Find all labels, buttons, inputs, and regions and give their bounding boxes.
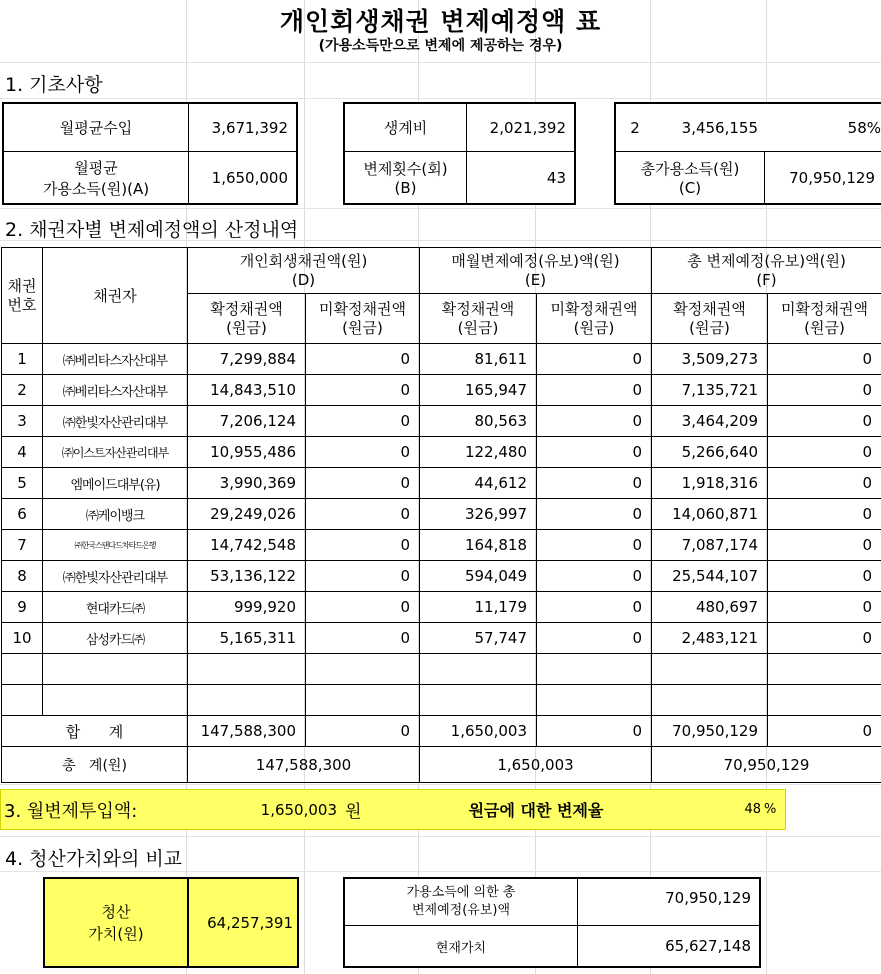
row-d2: 0 [306, 468, 420, 499]
row-f2: 0 [768, 468, 881, 499]
total-disposable-value: 70,950,129 [764, 151, 881, 203]
table-row [2, 592, 881, 623]
row-e1: 594,049 [420, 561, 537, 592]
header-line2: (원금) [457, 318, 499, 337]
row-no: 5 [2, 468, 43, 499]
repay-count-label [345, 151, 466, 203]
row-d2: 0 [306, 623, 420, 654]
aux-percent: 58% [847, 118, 881, 137]
table-row [2, 623, 881, 654]
table-row [2, 375, 881, 406]
row-f1: 3,509,273 [652, 344, 768, 375]
row-e2: 0 [537, 406, 652, 437]
living-cost-value: 2,021,392 [466, 104, 574, 151]
header-line1: 확정채권액 [673, 299, 746, 318]
row-creditor: 엠메이드대부(유) [43, 468, 188, 499]
row-d2: 0 [306, 561, 420, 592]
row-e1: 11,179 [420, 592, 537, 623]
row-f1: 7,087,174 [652, 530, 768, 561]
header-line1: 미확정채권액 [781, 299, 868, 318]
row-no: 3 [2, 406, 43, 437]
d-unconfirmed-header [306, 294, 420, 344]
liquidation-value: 64,257,391 [187, 879, 297, 966]
header-line1: 미확정채권액 [550, 299, 638, 318]
row-f1: 1,918,316 [652, 468, 768, 499]
monthly-income-label: 월평균수입 [59, 119, 133, 137]
repay-count-label-line2: (B) [394, 179, 417, 197]
row-no: 4 [2, 437, 43, 468]
header-line2: (원금) [689, 318, 730, 337]
row-no: 10 [2, 623, 43, 654]
monthly-payment-band [0, 789, 786, 830]
row-creditor: ㈜베리타스자산대부 [43, 344, 188, 375]
aux-value: 3,456,155 [681, 118, 758, 137]
total-row [2, 747, 881, 783]
sum-f1: 70,950,129 [652, 716, 768, 747]
section4-heading: 4. 청산가치와의 비교 [5, 848, 183, 870]
e-confirmed-header [420, 294, 537, 344]
sum-f2: 0 [768, 716, 881, 747]
row-creditor: ㈜이스트자산관리대부 [43, 437, 188, 468]
row-f1: 5,266,640 [652, 437, 768, 468]
aux-index: 2 [630, 118, 640, 137]
table-row [2, 437, 881, 468]
row-f2: 0 [768, 592, 881, 623]
present-value-label: 현재가치 [345, 925, 577, 966]
table-row [2, 406, 881, 437]
row-f2: 0 [768, 375, 881, 406]
header-line2: (원금) [342, 318, 383, 337]
row-no: 1 [2, 344, 43, 375]
section3-heading: 3. 월변제투입액: [4, 800, 138, 822]
row-e1: 165,947 [420, 375, 537, 406]
col-creditor-header: 채권자 [43, 248, 188, 344]
liq-label-line1: 청산 [101, 902, 131, 921]
monthly-payment-amount: 1,650,003 [260, 800, 337, 819]
row-e2: 0 [537, 344, 652, 375]
sum-d2: 0 [306, 716, 420, 747]
header-line2: (원금) [804, 318, 845, 337]
table-row [2, 344, 881, 375]
row-e1: 122,480 [420, 437, 537, 468]
row-creditor: ㈜한빛자산관리대부 [43, 561, 188, 592]
row-f1: 25,544,107 [652, 561, 768, 592]
group-f-header [652, 248, 881, 294]
row-e2: 0 [537, 468, 652, 499]
group-e-line1: 매월변제예정(유보)액(원) [451, 251, 620, 270]
grid-line [0, 62, 881, 63]
row-e1: 80,563 [420, 406, 537, 437]
row-d1: 7,299,884 [188, 344, 306, 375]
repayment-rate-unit: % [764, 802, 777, 817]
row-e1: 81,611 [420, 344, 537, 375]
row-no: 8 [2, 561, 43, 592]
row-d2: 0 [306, 499, 420, 530]
row-creditor: ㈜케이뱅크 [43, 499, 188, 530]
group-d-line1: 개인회생채권액(원) [239, 251, 368, 270]
row-f1: 3,464,209 [652, 406, 768, 437]
row-no: 9 [2, 592, 43, 623]
total-repay-label-line1: 가용소득에 의한 총 [406, 885, 516, 900]
disposable-label-line2: 가용소득(원)(A) [42, 179, 150, 198]
row-e2: 0 [537, 499, 652, 530]
row-no: 7 [2, 530, 43, 561]
comparison-box [343, 877, 761, 968]
grid-line [0, 871, 881, 872]
total-repay-label-line2: 변제예정(유보)액 [411, 903, 511, 918]
col-no-line1: 채권 [7, 276, 37, 295]
row-e1: 57,747 [420, 623, 537, 654]
page-title: 개인회생채권 변제예정액 표 [279, 7, 602, 36]
total-d: 147,588,300 [188, 747, 420, 783]
table-row [2, 561, 881, 592]
group-f-line1: 총 변제예정(유보)액(원) [687, 251, 846, 270]
row-e2: 0 [537, 592, 652, 623]
creditor-table [1, 247, 881, 783]
grid-line [0, 98, 881, 99]
group-d-header [188, 248, 420, 294]
sum-e1: 1,650,003 [420, 716, 537, 747]
monthly-income-value: 3,671,392 [188, 104, 296, 151]
repayment-rate-value: 48 [744, 802, 761, 817]
disposable-label-line1: 월평균 [74, 158, 118, 177]
section1-heading: 1. 기초사항 [5, 74, 103, 96]
liq-label-line2: 가치(원) [88, 924, 144, 943]
row-f1: 2,483,121 [652, 623, 768, 654]
row-d2: 0 [306, 592, 420, 623]
header-line2: (원금) [226, 318, 267, 337]
col-no-header [2, 248, 43, 344]
total-disposable-label-line1: 총가용소득(원) [640, 160, 740, 178]
row-e2: 0 [537, 561, 652, 592]
row-d1: 7,206,124 [188, 406, 306, 437]
row-no: 2 [2, 375, 43, 406]
row-e2: 0 [537, 375, 652, 406]
row-f2: 0 [768, 623, 881, 654]
row-f2: 0 [768, 406, 881, 437]
row-creditor: ㈜한빛자산관리대부 [43, 406, 188, 437]
f-unconfirmed-header [768, 294, 881, 344]
row-no: 6 [2, 499, 43, 530]
present-value: 65,627,148 [577, 925, 759, 966]
income-box [2, 102, 298, 205]
row-f2: 0 [768, 530, 881, 561]
disposable-income-value: 1,650,000 [188, 151, 296, 203]
row-e2: 0 [537, 437, 652, 468]
total-disposable-label-line2: (C) [678, 179, 702, 197]
liquidation-value-box [43, 877, 299, 968]
row-d1: 5,165,311 [188, 623, 306, 654]
row-e2: 0 [537, 623, 652, 654]
row-f2: 0 [768, 499, 881, 530]
table-row [2, 468, 881, 499]
repayment-rate-label: 원금에 대한 변제율 [468, 801, 604, 820]
header-line1: 미확정채권액 [319, 299, 406, 318]
group-e-header [420, 248, 652, 294]
d-confirmed-header [188, 294, 306, 344]
e-unconfirmed-header [537, 294, 652, 344]
f-confirmed-header [652, 294, 768, 344]
row-d2: 0 [306, 530, 420, 561]
grid-line [0, 784, 881, 785]
living-cost-label: 생계비 [383, 119, 428, 137]
row-d1: 3,990,369 [188, 468, 306, 499]
total-disposable-label [616, 151, 764, 203]
table-row [2, 499, 881, 530]
row-e2: 0 [537, 530, 652, 561]
row-e1: 44,612 [420, 468, 537, 499]
row-e1: 326,997 [420, 499, 537, 530]
row-f2: 0 [768, 561, 881, 592]
row-f2: 0 [768, 437, 881, 468]
row-creditor: ㈜베리타스자산대부 [43, 375, 188, 406]
monthly-payment-unit: 원 [345, 802, 362, 822]
row-f1: 7,135,721 [652, 375, 768, 406]
sum-label: 합 계 [2, 716, 188, 747]
total-repay-label [345, 879, 577, 925]
section2-heading: 2. 채권자별 변제예정액의 산정내역 [5, 219, 299, 241]
sum-d1: 147,588,300 [188, 716, 306, 747]
total-repay-value: 70,950,129 [577, 879, 759, 925]
row-d2: 0 [306, 375, 420, 406]
repay-count-value: 43 [466, 151, 574, 203]
header-line1: 확정채권액 [441, 299, 515, 318]
page-subtitle: (가용소득만으로 변제에 제공하는 경우) [318, 38, 563, 54]
row-d1: 14,843,510 [188, 375, 306, 406]
sum-row [2, 716, 881, 747]
row-d1: 29,249,026 [188, 499, 306, 530]
total-label: 총 계(원) [2, 747, 188, 783]
grid-line [0, 836, 881, 837]
row-d1: 10,955,486 [188, 437, 306, 468]
row-d1: 53,136,122 [188, 561, 306, 592]
living-cost-box [343, 102, 576, 205]
col-no-line2: 번호 [7, 295, 37, 314]
group-f-line2: (F) [756, 270, 777, 289]
header-line2: (원금) [573, 318, 615, 337]
row-f2: 0 [768, 344, 881, 375]
table-row-empty [2, 685, 881, 716]
group-d-line2: (D) [291, 270, 316, 289]
grid-line [0, 208, 881, 209]
row-d1: 999,920 [188, 592, 306, 623]
table-row [2, 530, 881, 561]
row-creditor: ㈜한국스탠다드차타드은행 [43, 530, 188, 561]
row-d2: 0 [306, 406, 420, 437]
row-f1: 480,697 [652, 592, 768, 623]
row-d2: 0 [306, 437, 420, 468]
total-e: 1,650,003 [420, 747, 652, 783]
header-line1: 확정채권액 [210, 299, 283, 318]
row-d2: 0 [306, 344, 420, 375]
row-d1: 14,742,548 [188, 530, 306, 561]
sum-e2: 0 [537, 716, 652, 747]
liquidation-value-label [45, 879, 187, 966]
group-e-line2: (E) [524, 270, 547, 289]
row-f1: 14,060,871 [652, 499, 768, 530]
repay-count-label-line1: 변제횟수(회) [363, 160, 448, 178]
total-f: 70,950,129 [652, 747, 881, 783]
row-e1: 164,818 [420, 530, 537, 561]
row-creditor: 삼성카드㈜ [43, 623, 188, 654]
row-creditor: 현대카드㈜ [43, 592, 188, 623]
table-row-empty [2, 654, 881, 685]
total-disposable-box [614, 102, 881, 205]
disposable-income-label [4, 151, 188, 203]
table-header-row [2, 248, 881, 294]
